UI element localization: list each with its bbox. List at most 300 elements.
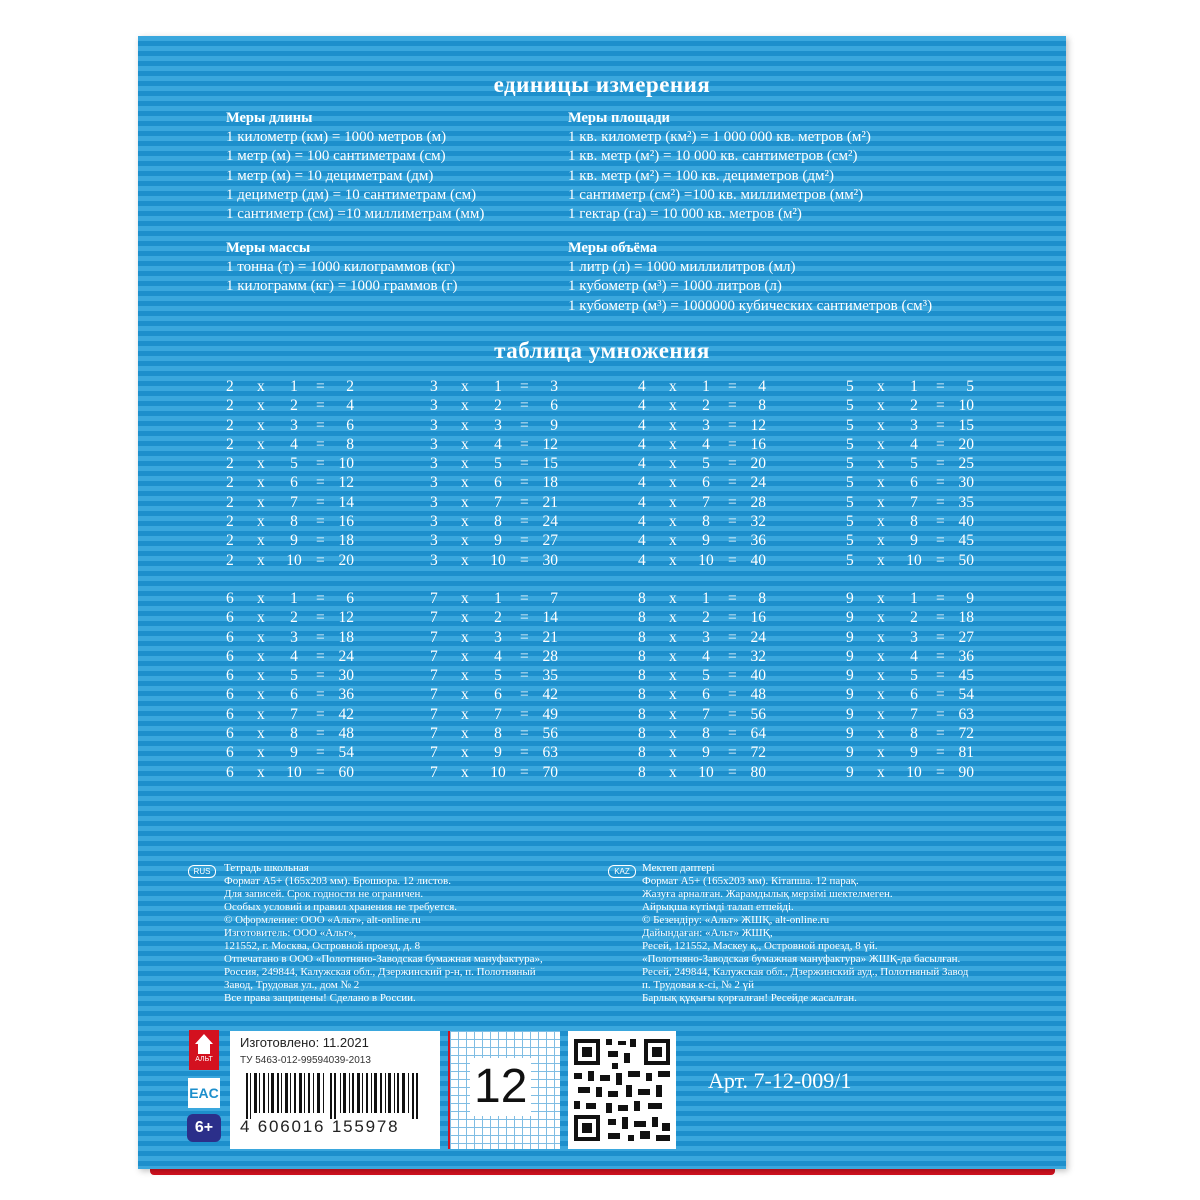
length-line: 1 сантиметр (см) =10 миллиметрам (мм) xyxy=(226,206,485,223)
multiplier: 1 xyxy=(290,590,298,607)
notebook-back-cover xyxy=(138,36,1066,1169)
length-line: 1 дециметр (дм) = 10 сантиметрам (см) xyxy=(226,186,477,203)
times-sign: x xyxy=(257,551,265,569)
multiplicand: 5 xyxy=(846,455,854,473)
product: 45 xyxy=(958,532,974,550)
equals-sign: = xyxy=(936,725,945,743)
times-sign: x xyxy=(877,532,885,550)
equals-sign: = xyxy=(936,609,945,627)
tu-code: ТУ 5463-012-99594039-2013 xyxy=(240,1055,371,1066)
multiplicand: 7 xyxy=(430,590,438,607)
multiplier: 1 xyxy=(910,378,918,395)
multiplier: 6 xyxy=(290,474,298,492)
multiplicand: 7 xyxy=(430,609,438,627)
rus-info-line: © Оформление: ООО «Альт», alt-online.ru xyxy=(224,914,421,926)
multiplicand: 6 xyxy=(226,590,234,607)
times-sign: x xyxy=(461,628,469,646)
product: 30 xyxy=(958,474,974,492)
times-sign: x xyxy=(669,705,677,723)
multiplicand: 8 xyxy=(638,628,646,646)
multiplicand: 6 xyxy=(226,647,234,665)
mass-line: 1 килограмм (кг) = 1000 граммов (г) xyxy=(226,278,458,295)
multiplicand: 7 xyxy=(430,763,438,781)
kaz-info-line: Дайындаған: «Альт» ЖШҚ, xyxy=(642,927,773,939)
equals-sign: = xyxy=(316,416,325,434)
equals-sign: = xyxy=(520,551,529,569)
times-sign: x xyxy=(257,725,265,743)
multiplier: 4 xyxy=(290,647,298,665)
made-date: Изготовлено: 11.2021 xyxy=(240,1035,369,1050)
barcode-icon xyxy=(246,1073,426,1119)
times-sign: x xyxy=(669,725,677,743)
multiplicand: 6 xyxy=(226,763,234,781)
product: 2 xyxy=(346,378,354,395)
multiplier: 4 xyxy=(702,435,710,453)
times-sign: x xyxy=(877,397,885,415)
product: 24 xyxy=(750,474,766,492)
length-line: 1 метр (м) = 10 дециметрам (дм) xyxy=(226,167,434,184)
times-sign: x xyxy=(461,705,469,723)
area-block xyxy=(568,108,871,224)
area-heading: Меры площади xyxy=(568,110,670,126)
multiplier: 5 xyxy=(290,455,298,473)
product: 6 xyxy=(346,416,354,434)
product: 32 xyxy=(750,513,766,531)
kaz-info-line: Ресей, 249844, Калужская обл., Дзержинский ауд., Полотняный Завод xyxy=(642,966,969,978)
times-sign: x xyxy=(461,435,469,453)
equals-sign: = xyxy=(936,551,945,569)
product: 9 xyxy=(966,590,974,607)
product: 15 xyxy=(542,455,558,473)
times-sign: x xyxy=(257,763,265,781)
equals-sign: = xyxy=(520,455,529,473)
mass-heading: Меры массы xyxy=(226,240,311,256)
multiplicand: 9 xyxy=(846,647,854,665)
multiplicand: 4 xyxy=(638,513,646,531)
equals-sign: = xyxy=(316,667,325,685)
kaz-info-line: © Безендіру: «Альт» ЖШҚ, alt-online.ru xyxy=(642,914,830,926)
multiplicand: 7 xyxy=(430,628,438,646)
multiplier: 6 xyxy=(494,686,502,704)
equals-sign: = xyxy=(728,628,737,646)
equals-sign: = xyxy=(936,686,945,704)
multiplier: 9 xyxy=(290,532,298,550)
equals-sign: = xyxy=(936,705,945,723)
equals-sign: = xyxy=(316,609,325,627)
equals-sign: = xyxy=(520,705,529,723)
product: 35 xyxy=(542,667,558,685)
product: 40 xyxy=(750,667,766,685)
multiplier: 8 xyxy=(494,513,502,531)
multiplier: 5 xyxy=(910,667,918,685)
product: 9 xyxy=(550,416,558,434)
times-sign: x xyxy=(669,667,677,685)
multiplier: 2 xyxy=(494,609,502,627)
multiplicand: 5 xyxy=(846,435,854,453)
product: 4 xyxy=(758,378,766,395)
times-sign: x xyxy=(877,551,885,569)
times-sign: x xyxy=(257,686,265,704)
multiplier: 1 xyxy=(290,378,298,395)
multiplier: 6 xyxy=(702,474,710,492)
equals-sign: = xyxy=(936,455,945,473)
times-sign: x xyxy=(257,397,265,415)
times-sign: x xyxy=(669,493,677,511)
equals-sign: = xyxy=(936,744,945,762)
product: 32 xyxy=(750,647,766,665)
times-sign: x xyxy=(877,590,885,607)
multiplicand: 9 xyxy=(846,725,854,743)
multiplier: 6 xyxy=(910,474,918,492)
times-sign: x xyxy=(461,455,469,473)
multiplier: 1 xyxy=(494,378,502,395)
multiplicand: 8 xyxy=(638,686,646,704)
multiplicand: 2 xyxy=(226,378,234,395)
rus-info-line: Все права защищены! Сделано в России. xyxy=(224,992,416,1004)
times-sign: x xyxy=(257,647,265,665)
product: 18 xyxy=(338,532,354,550)
kaz-info-line: Ресей, 121552, Мәскеу қ., Островной проезд, 8 үй. xyxy=(642,940,878,952)
product: 35 xyxy=(958,493,974,511)
area-line: 1 кв. метр (м²) = 100 кв. дециметров (дм²) xyxy=(568,167,834,184)
volume-line: 1 кубометр (м³) = 1000 литров (л) xyxy=(568,278,782,295)
multiplicand: 5 xyxy=(846,513,854,531)
product: 12 xyxy=(338,474,354,492)
equals-sign: = xyxy=(316,705,325,723)
equals-sign: = xyxy=(936,397,945,415)
equals-sign: = xyxy=(728,744,737,762)
product: 10 xyxy=(338,455,354,473)
times-sign: x xyxy=(669,647,677,665)
equals-sign: = xyxy=(936,590,945,607)
times-sign: x xyxy=(257,628,265,646)
multiplicand: 5 xyxy=(846,397,854,415)
volume-line: 1 кубометр (м³) = 1000000 кубических сантиметров (см³) xyxy=(568,297,933,314)
equals-sign: = xyxy=(316,647,325,665)
times-sign: x xyxy=(669,609,677,627)
times-sign: x xyxy=(669,455,677,473)
length-line: 1 километр (км) = 1000 метров (м) xyxy=(226,129,447,145)
times-sign: x xyxy=(669,397,677,415)
multiplicand: 7 xyxy=(430,744,438,762)
equals-sign: = xyxy=(936,532,945,550)
times-sign: x xyxy=(877,647,885,665)
product: 18 xyxy=(542,474,558,492)
product: 6 xyxy=(550,397,558,415)
times-sign: x xyxy=(877,513,885,531)
multiplier: 7 xyxy=(910,705,918,723)
eac-mark: EAC xyxy=(188,1078,220,1108)
multiplicand: 9 xyxy=(846,705,854,723)
multiplicand: 8 xyxy=(638,590,646,607)
multiplier: 10 xyxy=(490,551,506,569)
multiplier: 3 xyxy=(910,416,918,434)
times-sign: x xyxy=(461,647,469,665)
multiplier: 1 xyxy=(702,378,710,395)
product: 21 xyxy=(542,628,558,646)
multiplier: 3 xyxy=(494,628,502,646)
times-sign: x xyxy=(461,763,469,781)
equals-sign: = xyxy=(520,513,529,531)
multiplicand: 6 xyxy=(226,744,234,762)
equals-sign: = xyxy=(936,763,945,781)
age-rating-badge: 6+ xyxy=(187,1114,221,1142)
multiplicand: 2 xyxy=(226,435,234,453)
multiplier: 2 xyxy=(910,397,918,415)
article-number: Арт. 7-12-009/1 xyxy=(708,1068,852,1093)
product: 30 xyxy=(542,551,558,569)
equals-sign: = xyxy=(728,397,737,415)
multiplicand: 8 xyxy=(638,763,646,781)
multiplicand: 8 xyxy=(638,667,646,685)
equals-sign: = xyxy=(316,628,325,646)
barcode-digits: 4 606016 155978 xyxy=(240,1117,400,1136)
multiplicand: 7 xyxy=(430,647,438,665)
multiplier: 7 xyxy=(910,493,918,511)
multiplicand: 4 xyxy=(638,435,646,453)
equals-sign: = xyxy=(728,378,737,395)
multiplier: 9 xyxy=(494,744,502,762)
times-sign: x xyxy=(461,590,469,607)
multiplicand: 7 xyxy=(430,667,438,685)
length-heading: Меры длины xyxy=(226,110,313,126)
equals-sign: = xyxy=(520,647,529,665)
times-sign: x xyxy=(257,667,265,685)
multiplicand: 8 xyxy=(638,647,646,665)
equals-sign: = xyxy=(520,763,529,781)
equals-sign: = xyxy=(728,647,737,665)
alt-logo xyxy=(189,1030,219,1070)
multiplicand: 2 xyxy=(226,532,234,550)
multiplier: 5 xyxy=(702,667,710,685)
multiplicand: 4 xyxy=(638,378,646,395)
multiplicand: 4 xyxy=(638,397,646,415)
product: 27 xyxy=(542,532,558,550)
multiplier: 10 xyxy=(286,551,302,569)
kaz-info-line: Жазуға арналған. Жарамдылық мерзімі шектелмеген. xyxy=(642,888,893,900)
product: 14 xyxy=(542,609,558,627)
times-sign: x xyxy=(669,474,677,492)
multiplier: 10 xyxy=(906,763,922,781)
equals-sign: = xyxy=(728,667,737,685)
multiplier: 3 xyxy=(702,416,710,434)
times-sign: x xyxy=(877,435,885,453)
multiplier: 10 xyxy=(906,551,922,569)
equals-sign: = xyxy=(316,763,325,781)
multiplier: 3 xyxy=(494,416,502,434)
multiplier: 6 xyxy=(494,474,502,492)
multiplicand: 6 xyxy=(226,667,234,685)
multiplier: 8 xyxy=(702,513,710,531)
multiplicand: 2 xyxy=(226,474,234,492)
multiplicand: 6 xyxy=(226,628,234,646)
product: 8 xyxy=(758,590,766,607)
product: 16 xyxy=(338,513,354,531)
multiplier: 5 xyxy=(494,667,502,685)
times-sign: x xyxy=(461,609,469,627)
kaz-info-line: п. Трудовая к-сі, № 2 үй xyxy=(642,979,755,991)
times-sign: x xyxy=(669,590,677,607)
multiplier: 9 xyxy=(702,532,710,550)
times-sign: x xyxy=(461,667,469,685)
multiplier: 8 xyxy=(494,725,502,743)
times-sign: x xyxy=(877,763,885,781)
product: 15 xyxy=(958,416,974,434)
multiplicand: 6 xyxy=(226,609,234,627)
times-sign: x xyxy=(669,686,677,704)
equals-sign: = xyxy=(316,435,325,453)
equals-sign: = xyxy=(728,435,737,453)
product: 25 xyxy=(958,455,974,473)
times-sign: x xyxy=(461,416,469,434)
equals-sign: = xyxy=(520,474,529,492)
equals-sign: = xyxy=(728,705,737,723)
times-sign: x xyxy=(461,474,469,492)
multiplicand: 9 xyxy=(846,763,854,781)
multiplication-title: таблица умножения xyxy=(494,338,710,363)
length-line: 1 метр (м) = 100 сантиметрам (см) xyxy=(226,148,446,165)
product: 36 xyxy=(338,686,354,704)
times-sign: x xyxy=(669,378,677,395)
multiplier: 2 xyxy=(494,397,502,415)
mass-line: 1 тонна (т) = 1000 килограммов (кг) xyxy=(226,259,456,275)
times-sign: x xyxy=(257,378,265,395)
times-sign: x xyxy=(461,378,469,395)
product: 50 xyxy=(958,551,974,569)
multiplicand: 5 xyxy=(846,532,854,550)
multiplicand: 4 xyxy=(638,416,646,434)
multiplier: 10 xyxy=(698,551,714,569)
times-sign: x xyxy=(257,474,265,492)
times-sign: x xyxy=(877,493,885,511)
times-sign: x xyxy=(877,667,885,685)
times-sign: x xyxy=(669,416,677,434)
product: 36 xyxy=(958,647,974,665)
product: 42 xyxy=(542,686,558,704)
equals-sign: = xyxy=(728,763,737,781)
equals-sign: = xyxy=(936,474,945,492)
times-sign: x xyxy=(877,609,885,627)
equals-sign: = xyxy=(728,725,737,743)
equals-sign: = xyxy=(936,513,945,531)
product: 21 xyxy=(542,493,558,511)
equals-sign: = xyxy=(936,435,945,453)
times-sign: x xyxy=(257,455,265,473)
product: 28 xyxy=(750,493,766,511)
multiplicand: 9 xyxy=(846,609,854,627)
product: 3 xyxy=(550,378,558,395)
product: 56 xyxy=(542,725,558,743)
product: 14 xyxy=(338,493,354,511)
equals-sign: = xyxy=(520,628,529,646)
multiplier: 5 xyxy=(290,667,298,685)
multiplier: 7 xyxy=(702,705,710,723)
product: 24 xyxy=(750,628,766,646)
multiplier: 2 xyxy=(702,609,710,627)
product: 56 xyxy=(750,705,766,723)
multiplier: 7 xyxy=(494,705,502,723)
equals-sign: = xyxy=(520,416,529,434)
equals-sign: = xyxy=(936,628,945,646)
multiplier: 8 xyxy=(702,725,710,743)
rus-info-line: Россия, 249844, Калужская обл., Дзержинский р-н, п. Полотняный xyxy=(224,966,536,978)
rus-info-line: 121552, г. Москва, Островной проезд, д. 8 xyxy=(224,940,421,952)
product: 90 xyxy=(958,763,974,781)
multiplicand: 7 xyxy=(430,725,438,743)
times-sign: x xyxy=(257,744,265,762)
multiplier: 5 xyxy=(702,455,710,473)
multiplicand: 3 xyxy=(430,551,438,569)
multiplicand: 3 xyxy=(430,532,438,550)
multiplicand: 3 xyxy=(430,474,438,492)
multiplier: 1 xyxy=(910,590,918,607)
product: 64 xyxy=(750,725,766,743)
multiplier: 2 xyxy=(910,609,918,627)
multiplicand: 5 xyxy=(846,378,854,395)
mass-block xyxy=(226,238,458,297)
kaz-info-line: Барлық құқығы қорғалған! Ресейде жасалған. xyxy=(642,992,857,1004)
times-sign: x xyxy=(257,435,265,453)
house-logo-icon xyxy=(189,1030,219,1058)
multiplier: 9 xyxy=(910,744,918,762)
multiplier: 9 xyxy=(290,744,298,762)
equals-sign: = xyxy=(316,551,325,569)
product: 16 xyxy=(750,609,766,627)
product: 28 xyxy=(542,647,558,665)
multiplicand: 9 xyxy=(846,590,854,607)
product: 5 xyxy=(966,378,974,395)
product: 42 xyxy=(338,705,354,723)
times-sign: x xyxy=(257,532,265,550)
multiplier: 4 xyxy=(494,435,502,453)
product: 20 xyxy=(958,435,974,453)
multiplier: 7 xyxy=(290,705,298,723)
times-sign: x xyxy=(669,435,677,453)
times-sign: x xyxy=(461,493,469,511)
equals-sign: = xyxy=(316,378,325,395)
equals-sign: = xyxy=(728,474,737,492)
equals-sign: = xyxy=(316,455,325,473)
area-line: 1 кв. километр (км²) = 1 000 000 кв. метров (м²) xyxy=(568,129,871,145)
rus-badge: RUS xyxy=(188,865,216,878)
product: 70 xyxy=(542,763,558,781)
equals-sign: = xyxy=(520,378,529,395)
product: 18 xyxy=(338,628,354,646)
sheet-count: 12 xyxy=(470,1058,531,1116)
multiplier: 6 xyxy=(290,686,298,704)
times-sign: x xyxy=(877,725,885,743)
multiplicand: 4 xyxy=(638,493,646,511)
equals-sign: = xyxy=(728,513,737,531)
multiplier: 3 xyxy=(290,628,298,646)
times-sign: x xyxy=(877,378,885,395)
volume-block xyxy=(568,238,932,316)
times-sign: x xyxy=(461,725,469,743)
multiplier: 2 xyxy=(290,397,298,415)
equals-sign: = xyxy=(728,532,737,550)
times-sign: x xyxy=(669,532,677,550)
rus-info-line: Изготовитель: ООО «Альт», xyxy=(224,927,357,939)
equals-sign: = xyxy=(316,513,325,531)
multiplier: 9 xyxy=(910,532,918,550)
multiplier: 10 xyxy=(698,763,714,781)
times-sign: x xyxy=(669,744,677,762)
multiplicand: 7 xyxy=(430,686,438,704)
kaz-info-line: «Полотняно-Заводская бумажная мануфактура» ЖШҚ-да басылған. xyxy=(642,953,961,965)
product: 48 xyxy=(750,686,766,704)
product: 63 xyxy=(542,744,558,762)
equals-sign: = xyxy=(520,493,529,511)
